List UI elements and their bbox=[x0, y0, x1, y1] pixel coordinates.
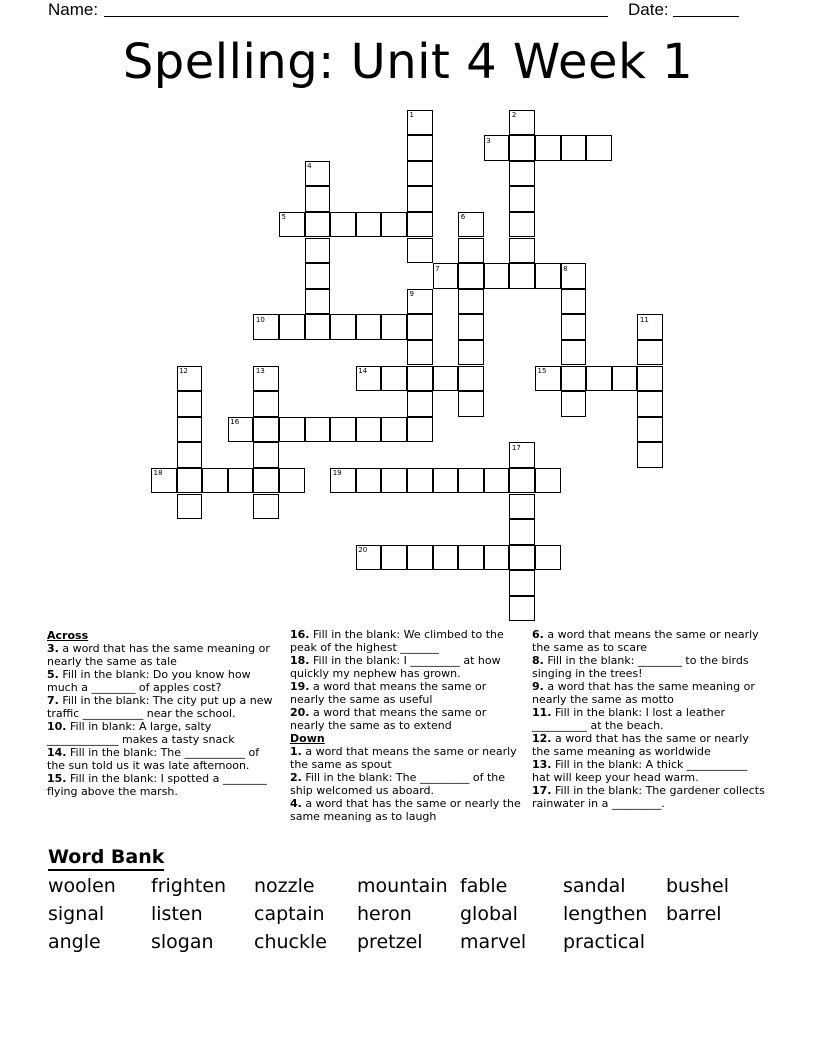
crossword-cell[interactable] bbox=[381, 366, 407, 392]
clue-text: a word that has the same or nearly the same meaning as worldwide bbox=[532, 732, 749, 758]
clue-number: 5. bbox=[47, 668, 59, 681]
clue-down bbox=[532, 706, 767, 732]
crossword-cell[interactable] bbox=[330, 417, 356, 443]
clue-number: 16. bbox=[290, 628, 310, 641]
word-bank-word: fable bbox=[460, 875, 508, 897]
clue-down bbox=[532, 732, 767, 758]
clue-number-label: 9 bbox=[409, 290, 414, 299]
crossword-cell[interactable] bbox=[177, 417, 203, 443]
crossword-cell[interactable] bbox=[177, 442, 203, 468]
clue-number-label: 1 bbox=[409, 111, 414, 119]
crossword-cell[interactable] bbox=[177, 366, 203, 392]
word-bank-word: practical bbox=[563, 931, 646, 953]
crossword-cell[interactable] bbox=[407, 110, 433, 136]
clue-across bbox=[290, 680, 522, 706]
clue-number: 19. bbox=[290, 680, 310, 693]
crossword-cell[interactable] bbox=[535, 366, 561, 392]
crossword-cell[interactable] bbox=[458, 289, 484, 315]
crossword-cell[interactable] bbox=[407, 186, 433, 212]
crossword-cell[interactable] bbox=[637, 417, 663, 443]
word-bank-word: frighten bbox=[151, 875, 227, 897]
crossword-cell[interactable] bbox=[381, 545, 407, 571]
crossword-cell[interactable] bbox=[407, 212, 433, 238]
clue-section-heading: Across bbox=[47, 629, 89, 642]
clue-number: 15. bbox=[47, 772, 67, 785]
clue-number: 8. bbox=[532, 654, 544, 667]
clue-across bbox=[47, 746, 279, 772]
clue-text: a word that has the same or nearly the same meaning as to laugh bbox=[290, 797, 521, 823]
crossword-cell[interactable] bbox=[305, 161, 331, 187]
crossword-cell[interactable] bbox=[202, 468, 228, 494]
clue-section-heading: Down bbox=[290, 732, 325, 745]
clue-number: 3. bbox=[47, 642, 59, 655]
crossword-cell[interactable] bbox=[484, 545, 510, 571]
crossword-cell[interactable] bbox=[509, 161, 535, 187]
crossword-cell[interactable] bbox=[509, 186, 535, 212]
crossword-cell[interactable] bbox=[177, 468, 203, 494]
clue-number-label: 13 bbox=[255, 367, 265, 375]
clue-text: Fill in blank: A large, salty _____________ makes a tasty snack bbox=[47, 720, 235, 746]
crossword-cell[interactable] bbox=[458, 212, 484, 238]
crossword-cell[interactable] bbox=[433, 545, 459, 571]
word-bank-word: woolen bbox=[48, 875, 116, 897]
clue-number: 9. bbox=[532, 680, 544, 693]
clue-column-3 bbox=[532, 628, 767, 810]
clue-number: 6. bbox=[532, 628, 544, 641]
crossword-cell[interactable] bbox=[407, 545, 433, 571]
crossword-cell[interactable] bbox=[561, 289, 587, 315]
word-bank-word: marvel bbox=[460, 931, 527, 953]
clue-text: Fill in the blank: The _________ of the ship welcomed us aboard. bbox=[290, 771, 506, 797]
crossword-cell[interactable] bbox=[484, 135, 510, 161]
clue-text: Fill in the blank: The gardener collects rainwater in a _________. bbox=[532, 784, 765, 810]
crossword-cell[interactable] bbox=[407, 468, 433, 494]
crossword-cell[interactable] bbox=[586, 366, 612, 392]
crossword-cell[interactable] bbox=[356, 468, 382, 494]
crossword-cell[interactable] bbox=[407, 340, 433, 366]
clue-number-label: 17 bbox=[511, 443, 521, 452]
clue-column-2 bbox=[290, 628, 522, 823]
crossword-cell[interactable] bbox=[330, 314, 356, 340]
clue-number-label: 15 bbox=[537, 367, 547, 375]
crossword-cell[interactable] bbox=[228, 468, 254, 494]
crossword-cell[interactable] bbox=[586, 135, 612, 161]
clue-down bbox=[532, 680, 767, 706]
clue-number-label: 8 bbox=[563, 264, 568, 273]
clue-number: 13. bbox=[532, 758, 552, 771]
crossword-cell[interactable] bbox=[509, 519, 535, 545]
clue-number: 4. bbox=[290, 797, 302, 810]
clue-text: Fill in the blank: I _________ at how quickly my nephew has grown. bbox=[290, 654, 501, 680]
crossword-cell[interactable] bbox=[407, 417, 433, 443]
crossword-cell[interactable] bbox=[561, 263, 587, 289]
clue-number-label: 12 bbox=[179, 367, 189, 375]
clue-number-label: 10 bbox=[255, 315, 265, 324]
crossword-cell[interactable] bbox=[356, 417, 382, 443]
word-bank-title: Word Bank bbox=[48, 845, 164, 871]
crossword-cell[interactable] bbox=[509, 135, 535, 161]
clue-down bbox=[290, 797, 522, 823]
crossword-cell[interactable] bbox=[253, 494, 279, 520]
clue-text: Fill in the blank: We climbed to the peak of the highest _______ bbox=[290, 628, 504, 654]
crossword-cell[interactable] bbox=[561, 366, 587, 392]
clue-number: 1. bbox=[290, 745, 302, 758]
word-bank-word: chuckle bbox=[254, 931, 327, 953]
word-bank-word: heron bbox=[357, 903, 412, 925]
word-bank-word: angle bbox=[48, 931, 101, 953]
crossword-cell[interactable] bbox=[279, 314, 305, 340]
crossword-cell[interactable] bbox=[381, 468, 407, 494]
crossword-cell[interactable] bbox=[637, 366, 663, 392]
clue-number-label: 16 bbox=[230, 418, 240, 427]
crossword-cell[interactable] bbox=[458, 545, 484, 571]
clue-number: 14. bbox=[47, 746, 67, 759]
clue-number-label: 3 bbox=[486, 136, 491, 145]
clue-number-label: 6 bbox=[460, 213, 466, 222]
crossword-cell[interactable] bbox=[253, 442, 279, 468]
clue-across bbox=[290, 654, 522, 680]
word-bank-word: listen bbox=[151, 903, 203, 925]
clue-text: Fill in the blank: ________ to the birds singing in the trees! bbox=[532, 654, 749, 680]
crossword-cell[interactable] bbox=[433, 366, 459, 392]
word-bank-word: pretzel bbox=[357, 931, 423, 953]
clue-text: a word that means the same or nearly the same as to extend bbox=[290, 706, 487, 732]
clue-number-label: 19 bbox=[332, 469, 342, 478]
crossword-cell[interactable] bbox=[535, 468, 561, 494]
clue-number: 2. bbox=[290, 771, 302, 784]
crossword-cell[interactable] bbox=[509, 212, 535, 238]
clue-number: 7. bbox=[47, 694, 59, 707]
crossword-cell[interactable] bbox=[433, 468, 459, 494]
word-bank-word: slogan bbox=[151, 931, 214, 953]
crossword-cell[interactable] bbox=[381, 417, 407, 443]
clue-down bbox=[532, 758, 767, 784]
word-bank-word: bushel bbox=[666, 875, 730, 897]
crossword-cell[interactable] bbox=[458, 340, 484, 366]
crossword-cell[interactable] bbox=[458, 468, 484, 494]
crossword-cell[interactable] bbox=[433, 263, 459, 289]
crossword-cell[interactable] bbox=[484, 468, 510, 494]
clue-text: Fill in the blank: Do you know how much a ________ of apples cost? bbox=[47, 668, 251, 694]
crossword-cell[interactable] bbox=[509, 238, 535, 264]
crossword-cell[interactable] bbox=[279, 417, 305, 443]
word-bank-word: captain bbox=[254, 903, 325, 925]
clue-across bbox=[290, 706, 522, 732]
clue-number: 17. bbox=[532, 784, 552, 797]
crossword-cell[interactable] bbox=[561, 391, 587, 417]
crossword-cell[interactable] bbox=[253, 417, 279, 443]
crossword-cell[interactable] bbox=[509, 468, 535, 494]
crossword-cell[interactable] bbox=[356, 366, 382, 392]
clue-number: 20. bbox=[290, 706, 310, 719]
crossword-cell[interactable] bbox=[458, 238, 484, 264]
clue-across bbox=[47, 772, 279, 798]
clue-number-label: 2 bbox=[511, 111, 517, 119]
clue-across bbox=[47, 694, 279, 720]
crossword-cell[interactable] bbox=[356, 545, 382, 571]
clue-number-label: 7 bbox=[435, 264, 440, 273]
word-bank-word: sandal bbox=[563, 875, 626, 897]
word-bank-word: barrel bbox=[666, 903, 722, 925]
date-label: Date: bbox=[628, 0, 669, 19]
crossword-cell[interactable] bbox=[535, 263, 561, 289]
clue-text: Fill in the blank: I lost a leather __________ at the beach. bbox=[532, 706, 726, 732]
crossword-cell[interactable] bbox=[509, 545, 535, 571]
word-bank-word: mountain bbox=[357, 875, 448, 897]
crossword-cell[interactable] bbox=[509, 596, 535, 622]
crossword-cell[interactable] bbox=[253, 468, 279, 494]
clue-text: a word that means the same or nearly the same as spout bbox=[290, 745, 517, 771]
crossword-cell[interactable] bbox=[305, 289, 331, 315]
crossword-cell[interactable] bbox=[637, 442, 663, 468]
crossword-cell[interactable] bbox=[305, 263, 331, 289]
clue-down bbox=[532, 654, 767, 680]
clue-text: a word that has the same meaning or nearly the same as tale bbox=[47, 642, 270, 668]
clue-number-label: 5 bbox=[281, 213, 286, 222]
word-bank-word: global bbox=[460, 903, 518, 925]
word-bank-word: lengthen bbox=[563, 903, 648, 925]
crossword-cell[interactable] bbox=[407, 135, 433, 161]
crossword-cell[interactable] bbox=[253, 314, 279, 340]
crossword-cell[interactable] bbox=[279, 468, 305, 494]
clue-down bbox=[290, 771, 522, 797]
crossword-cell[interactable] bbox=[509, 442, 535, 468]
clue-across bbox=[47, 642, 279, 668]
crossword-cell[interactable] bbox=[509, 570, 535, 596]
crossword-cell[interactable] bbox=[305, 314, 331, 340]
crossword-cell[interactable] bbox=[561, 340, 587, 366]
crossword-cell[interactable] bbox=[612, 366, 638, 392]
clue-text: a word that means the same or nearly the same as useful bbox=[290, 680, 487, 706]
crossword-cell[interactable] bbox=[305, 417, 331, 443]
crossword-cell[interactable] bbox=[637, 314, 663, 340]
crossword-cell[interactable] bbox=[177, 391, 203, 417]
clue-text: Fill in the blank: I spotted a ________ flying above the marsh. bbox=[47, 772, 267, 798]
clue-number: 11. bbox=[532, 706, 552, 719]
clue-across bbox=[47, 720, 279, 746]
crossword-cell[interactable] bbox=[407, 314, 433, 340]
clue-down bbox=[532, 784, 767, 810]
crossword-cell[interactable] bbox=[407, 366, 433, 392]
crossword-cell[interactable] bbox=[330, 212, 356, 238]
crossword-cell[interactable] bbox=[458, 263, 484, 289]
crossword-cell[interactable] bbox=[458, 314, 484, 340]
crossword-cell[interactable] bbox=[253, 391, 279, 417]
clue-text: a word that means the same or nearly the same as to scare bbox=[532, 628, 759, 654]
crossword-cell[interactable] bbox=[305, 186, 331, 212]
name-label: Name: bbox=[48, 0, 99, 19]
crossword-cell[interactable] bbox=[535, 135, 561, 161]
clue-number-label: 4 bbox=[307, 162, 312, 171]
crossword-cell[interactable] bbox=[356, 212, 382, 238]
clue-text: Fill in the blank: The city put up a new traffic ___________ near the school. bbox=[47, 694, 273, 720]
crossword-cell[interactable] bbox=[381, 212, 407, 238]
word-bank-word: nozzle bbox=[254, 875, 315, 897]
crossword-cell[interactable] bbox=[458, 391, 484, 417]
clue-number-label: 20 bbox=[358, 546, 368, 555]
crossword-cell[interactable] bbox=[509, 110, 535, 136]
clue-number-label: 14 bbox=[358, 367, 368, 375]
crossword-cell[interactable] bbox=[458, 366, 484, 392]
crossword-cell[interactable] bbox=[407, 238, 433, 264]
crossword-cell[interactable] bbox=[535, 545, 561, 571]
clue-number-label: 11 bbox=[639, 315, 649, 324]
crossword-cell[interactable] bbox=[151, 468, 177, 494]
crossword-cell[interactable] bbox=[407, 391, 433, 417]
crossword-cell[interactable] bbox=[228, 417, 254, 443]
word-bank-word: signal bbox=[48, 903, 105, 925]
crossword-cell[interactable] bbox=[330, 468, 356, 494]
clue-down bbox=[532, 628, 767, 654]
clue-across bbox=[290, 628, 522, 654]
crossword-cell[interactable] bbox=[177, 494, 203, 520]
crossword-cell[interactable] bbox=[253, 366, 279, 392]
crossword-cell[interactable] bbox=[561, 135, 587, 161]
clue-across bbox=[47, 668, 279, 694]
clue-text: Fill in the blank: A thick ___________ hat will keep your head warm. bbox=[532, 758, 748, 784]
crossword-cell[interactable] bbox=[305, 212, 331, 238]
page-title: Spelling: Unit 4 Week 1 bbox=[122, 34, 694, 90]
crossword-cell[interactable] bbox=[561, 314, 587, 340]
crossword-cell[interactable] bbox=[484, 263, 510, 289]
crossword-cell[interactable] bbox=[407, 289, 433, 315]
clue-column-1 bbox=[47, 629, 279, 798]
crossword-cell[interactable] bbox=[637, 391, 663, 417]
crossword-cell[interactable] bbox=[509, 494, 535, 520]
crossword-cell[interactable] bbox=[279, 212, 305, 238]
crossword-cell[interactable] bbox=[407, 161, 433, 187]
crossword-cell[interactable] bbox=[381, 314, 407, 340]
crossword-cell[interactable] bbox=[356, 314, 382, 340]
clue-text: Fill in the blank: The ___________ of the sun told us it was late afternoon. bbox=[47, 746, 260, 772]
clue-text: a word that has the same meaning or nearly the same as motto bbox=[532, 680, 755, 706]
crossword-cell[interactable] bbox=[637, 340, 663, 366]
clue-number: 18. bbox=[290, 654, 310, 667]
crossword-cell[interactable] bbox=[305, 238, 331, 264]
clue-number: 10. bbox=[47, 720, 67, 733]
clue-down bbox=[290, 745, 522, 771]
crossword-cell[interactable] bbox=[509, 263, 535, 289]
clue-number-label: 18 bbox=[153, 469, 163, 478]
clue-number: 12. bbox=[532, 732, 552, 745]
